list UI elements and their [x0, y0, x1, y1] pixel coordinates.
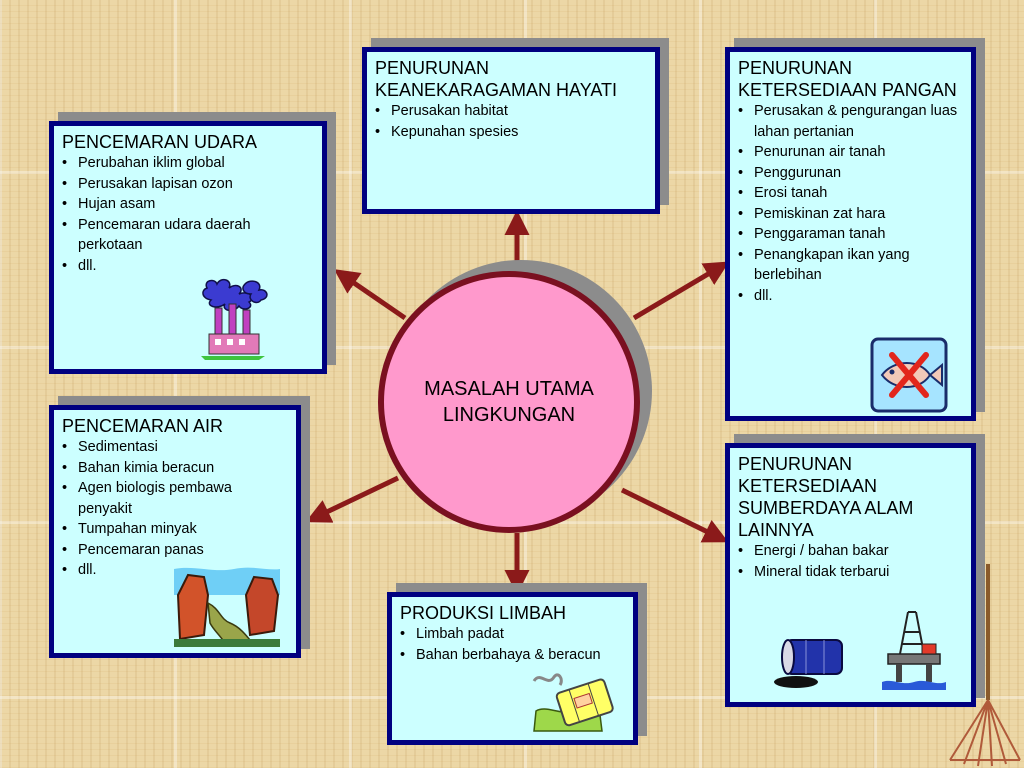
list-item: • Penggurunan: [738, 163, 963, 184]
list-item: • Tumpahan minyak: [62, 519, 288, 540]
box-keanekaragaman-hayati: [362, 47, 660, 214]
list-item: • Agen biologis pembawa penyakit: [62, 478, 288, 519]
list-item: • Penurunan air tanah: [738, 142, 963, 163]
bullet-list: [400, 624, 625, 665]
box-produksi-limbah: [387, 592, 638, 745]
list-item: • Mineral tidak terbarui: [738, 562, 963, 583]
list-item: • dll.: [738, 286, 963, 307]
center-circle: [378, 271, 640, 533]
list-item: • dll.: [62, 256, 314, 277]
list-item: • Energi / bahan bakar: [738, 541, 963, 562]
box-title: PENCEMARAN AIR: [62, 416, 224, 436]
list-item: • Bahan kimia beracun: [62, 458, 288, 479]
no-fishing-icon: [870, 337, 948, 413]
bullet-list: [738, 101, 963, 306]
box-pencemaran-udara: [49, 121, 327, 374]
list-item: • Hujan asam: [62, 194, 314, 215]
box-title: PRODUKSI LIMBAH: [400, 603, 567, 623]
list-item: • Erosi tanah: [738, 183, 963, 204]
bullet-list: [62, 153, 314, 276]
box-title: PENCEMARAN UDARA: [62, 132, 258, 152]
list-item: • Limbah padat: [400, 624, 625, 645]
list-item: • Bahan berbahaya & beracun: [400, 645, 625, 666]
bullet-list: [62, 437, 288, 581]
list-item: • Pemiskinan zat hara: [738, 204, 963, 225]
list-item: • Perubahan iklim global: [62, 153, 314, 174]
bullet-list: [375, 101, 647, 142]
toxic-waste-barrel-icon: [530, 671, 620, 735]
factory-pollution-icon: [199, 278, 271, 360]
arrow-to-pangan: [634, 264, 725, 318]
box-title: PENURUNAN KETERSEDIAAN SUMBERDAYA ALAM LAINNYA: [738, 454, 914, 540]
arrow-to-sumberdaya: [622, 490, 724, 540]
list-item: • Penangkapan ikan yang berlebihan: [738, 245, 963, 286]
arrow-to-air: [310, 478, 398, 520]
box-ketersediaan-pangan: [725, 47, 976, 421]
box-pencemaran-air: [49, 405, 301, 658]
list-item: • Perusakan & pengurangan luas lahan pertanian: [738, 101, 963, 142]
box-title: PENURUNAN KEANEKARAGAMAN HAYATI: [375, 58, 618, 100]
list-item: • Pencemaran udara daerah perkotaan: [62, 215, 314, 256]
list-item: • Kepunahan spesies: [375, 122, 647, 143]
polluted-river-icon: [174, 565, 280, 647]
center-title: MASALAH UTAMA LINGKUNGAN: [424, 378, 594, 426]
list-item: • Penggaraman tanah: [738, 224, 963, 245]
list-item: • Perusakan lapisan ozon: [62, 174, 314, 195]
oil-barrel-spill-icon: [772, 634, 848, 692]
list-item: • Sedimentasi: [62, 437, 288, 458]
list-item: • Pencemaran panas: [62, 540, 288, 561]
box-title: PENURUNAN KETERSEDIAAN PANGAN: [738, 58, 957, 100]
arrow-to-udara: [338, 272, 405, 318]
rake-icon: [930, 560, 1024, 768]
list-item: • dll.: [62, 560, 288, 581]
list-item: • Perusakan habitat: [375, 101, 647, 122]
